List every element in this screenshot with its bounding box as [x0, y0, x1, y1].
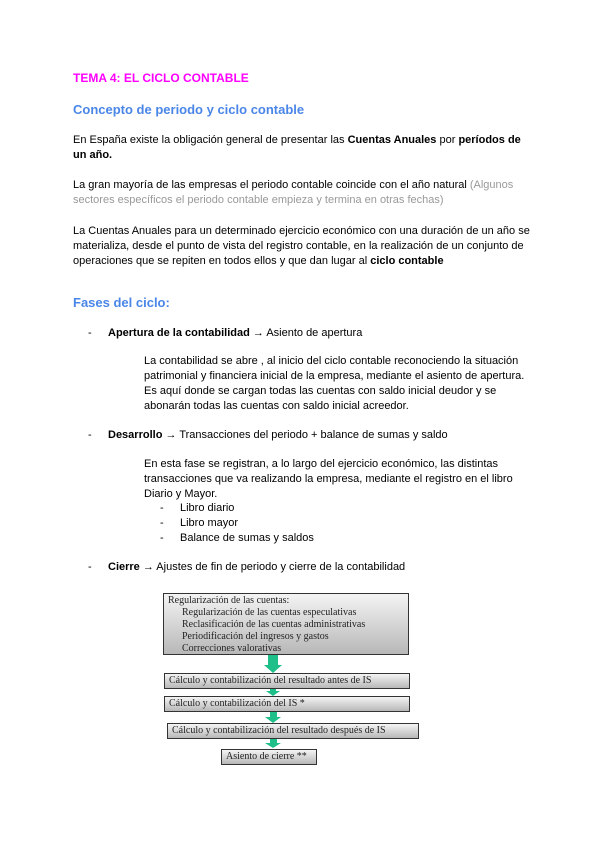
bullet: - [160, 517, 164, 529]
list-item [108, 326, 362, 341]
step-box: Asiento de cierre ** [221, 749, 317, 765]
item-label: Cierre [108, 561, 140, 573]
arrow-down-icon [265, 743, 281, 748]
section-heading: Fases del ciclo: [73, 295, 170, 310]
sub-list-item: Balance de sumas y saldos [180, 532, 314, 544]
section-heading: Concepto de periodo y ciclo contable [73, 102, 305, 117]
grey-note: (Algunos sectores específicos el periodo contable empieza y termina en otras fechas) [73, 179, 514, 206]
regularizacion-box [163, 593, 409, 655]
text: En España existe la obligación general de presentar las [73, 134, 348, 146]
step-box: Cálculo y contabilización del IS * [164, 696, 410, 712]
step-box: Cálculo y contabilización del resultado después de IS [167, 723, 419, 739]
page-title: TEMA 4: EL CICLO CONTABLE [73, 71, 249, 85]
bullet: - [88, 429, 92, 441]
item-label: Desarrollo [108, 429, 163, 441]
arrow-down-icon [268, 655, 278, 665]
text: por [436, 134, 459, 146]
item-label: Apertura de la contabilidad [108, 327, 250, 339]
arrow-down-icon [264, 665, 282, 673]
bold-text: Cuentas Anuales [347, 134, 437, 146]
bullet: - [160, 532, 164, 544]
item-text: → Transacciones del periodo + balance de sumas y saldo [162, 429, 448, 441]
sub-list-item: Libro mayor [180, 517, 239, 529]
box-item: Regularización de las cuentas especulativas [182, 607, 357, 618]
paragraph [73, 224, 533, 269]
paragraph [73, 178, 533, 208]
item-description: En esta fase se registran, a lo largo del ejercicio económico, las distintas transacciones que va realizando la empresa, mediante el registro en el libro Diario y Mayor. [144, 458, 513, 500]
paragraph [73, 133, 533, 163]
box-title: Regularización de las cuentas: [168, 595, 290, 606]
text: La gran mayoría de las empresas el periodo contable coincide con el año natural [73, 179, 470, 191]
bold-text: períodos de un año. [73, 134, 521, 161]
box-item: Reclasificación de las cuentas administrativas [182, 619, 366, 630]
bold-text: ciclo contable [370, 255, 444, 267]
list-item [108, 560, 405, 575]
box-item: Correcciones valorativas [182, 643, 282, 654]
item-text: → Asiento de apertura [249, 327, 363, 339]
item-description: La contabilidad se abre , al inicio del ciclo contable reconociendo la situación patrimonial y financiera inicial de la empresa, mediante el asiento de apertura. Es aquí donde se cargan todas las cuentas con saldo inicial deudor y se abonarán todas las cuentas con saldo inicial acreedor. [144, 355, 525, 412]
bullet: - [88, 327, 92, 339]
bullet: - [88, 561, 92, 573]
text: La Cuentas Anuales para un determinado ejercicio económico con una duración de un año se materializa, desde el punto de vista del registro contable, en la realización de un conjunto de operaciones que se repiten en todos ellos y que dan lugar al [73, 225, 530, 267]
sub-list-item: Libro diario [180, 502, 235, 514]
item-text: → Ajustes de fin de periodo y cierre de la contabilidad [139, 561, 406, 573]
bullet: - [160, 502, 164, 514]
box-item: Periodificación del ingresos y gastos [182, 631, 329, 642]
list-item [108, 428, 448, 443]
step-box: Cálculo y contabilización del resultado antes de IS [164, 673, 410, 689]
